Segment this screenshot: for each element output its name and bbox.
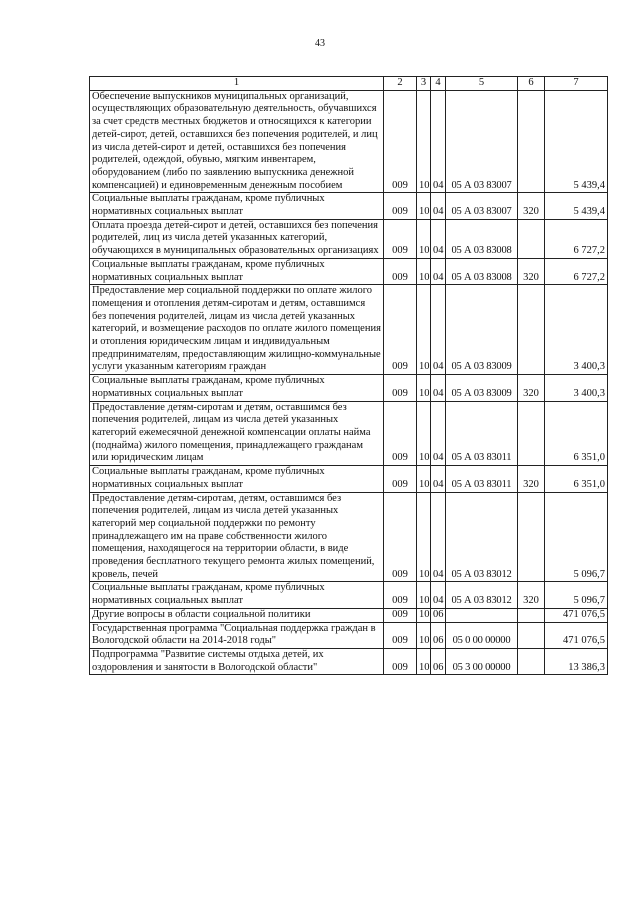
row-target-article: 05 3 00 00000 bbox=[446, 648, 518, 674]
row-expense-type bbox=[518, 401, 545, 466]
row-grbs-code: 009 bbox=[384, 258, 417, 284]
row-amount: 5 096,7 bbox=[545, 582, 608, 608]
header-col-2: 2 bbox=[384, 77, 417, 91]
header-col-7: 7 bbox=[545, 77, 608, 91]
row-description: Подпрограмма "Развитие системы отдыха детей, их оздоровления и занятости в Вологодской области" bbox=[90, 648, 384, 674]
row-expense-type: 320 bbox=[518, 375, 545, 401]
row-subsection-code: 04 bbox=[431, 492, 446, 582]
table-header-row bbox=[90, 77, 608, 91]
row-amount: 471 076,5 bbox=[545, 608, 608, 622]
table-row bbox=[90, 466, 608, 492]
row-expense-type: 320 bbox=[518, 193, 545, 219]
row-description: Социальные выплаты гражданам, кроме публичных нормативных социальных выплат bbox=[90, 258, 384, 284]
row-description: Социальные выплаты гражданам, кроме публичных нормативных социальных выплат bbox=[90, 582, 384, 608]
row-subsection-code: 04 bbox=[431, 193, 446, 219]
row-subsection-code: 04 bbox=[431, 401, 446, 466]
table-row bbox=[90, 648, 608, 674]
row-amount: 471 076,5 bbox=[545, 622, 608, 648]
row-subsection-code: 04 bbox=[431, 375, 446, 401]
row-grbs-code: 009 bbox=[384, 401, 417, 466]
row-target-article: 05 А 03 83012 bbox=[446, 492, 518, 582]
row-grbs-code: 009 bbox=[384, 375, 417, 401]
row-section-code: 10 bbox=[417, 492, 431, 582]
table-row bbox=[90, 582, 608, 608]
row-subsection-code: 06 bbox=[431, 622, 446, 648]
row-subsection-code: 04 bbox=[431, 466, 446, 492]
row-amount: 13 386,3 bbox=[545, 648, 608, 674]
row-expense-type bbox=[518, 622, 545, 648]
row-target-article: 05 А 03 83011 bbox=[446, 466, 518, 492]
row-section-code: 10 bbox=[417, 582, 431, 608]
table-row bbox=[90, 622, 608, 648]
row-amount: 3 400,3 bbox=[545, 375, 608, 401]
row-target-article: 05 А 03 83009 bbox=[446, 285, 518, 375]
table-row bbox=[90, 608, 608, 622]
table-row bbox=[90, 258, 608, 284]
header-col-1: 1 bbox=[90, 77, 384, 91]
row-section-code: 10 bbox=[417, 258, 431, 284]
row-description: Предоставление детям-сиротам, детям, оставшимся без попечения родителей, лицам из числа детей указанных категорий мер социальной поддержки по ремонту принадлежащего им на праве собственности жилого помещения, находящегося на территории области, в виде проведения бесплатного текущего ремонта жилых помещений, кровель, печей bbox=[90, 492, 384, 582]
header-col-5: 5 bbox=[446, 77, 518, 91]
row-amount: 5 096,7 bbox=[545, 492, 608, 582]
row-expense-type bbox=[518, 90, 545, 193]
row-grbs-code: 009 bbox=[384, 466, 417, 492]
row-grbs-code: 009 bbox=[384, 622, 417, 648]
page-number: 43 bbox=[315, 38, 325, 49]
row-amount: 6 727,2 bbox=[545, 219, 608, 258]
row-grbs-code: 009 bbox=[384, 648, 417, 674]
row-target-article: 05 А 03 83008 bbox=[446, 219, 518, 258]
row-description: Государственная программа "Социальная поддержка граждан в Вологодской области на 2014-2018 годы" bbox=[90, 622, 384, 648]
table-row bbox=[90, 492, 608, 582]
row-expense-type bbox=[518, 492, 545, 582]
row-expense-type bbox=[518, 219, 545, 258]
row-expense-type: 320 bbox=[518, 466, 545, 492]
row-grbs-code: 009 bbox=[384, 90, 417, 193]
row-amount: 6 351,0 bbox=[545, 401, 608, 466]
row-description: Социальные выплаты гражданам, кроме публичных нормативных социальных выплат bbox=[90, 375, 384, 401]
row-target-article: 05 А 03 83008 bbox=[446, 258, 518, 284]
row-section-code: 10 bbox=[417, 648, 431, 674]
row-target-article bbox=[446, 608, 518, 622]
row-grbs-code: 009 bbox=[384, 608, 417, 622]
row-section-code: 10 bbox=[417, 608, 431, 622]
row-subsection-code: 04 bbox=[431, 219, 446, 258]
row-section-code: 10 bbox=[417, 375, 431, 401]
row-subsection-code: 06 bbox=[431, 608, 446, 622]
row-target-article: 05 А 03 83007 bbox=[446, 90, 518, 193]
row-target-article: 05 А 03 83011 bbox=[446, 401, 518, 466]
budget-table bbox=[89, 76, 608, 675]
row-section-code: 10 bbox=[417, 90, 431, 193]
row-expense-type: 320 bbox=[518, 582, 545, 608]
row-amount: 6 727,2 bbox=[545, 258, 608, 284]
table-row bbox=[90, 219, 608, 258]
row-section-code: 10 bbox=[417, 622, 431, 648]
row-expense-type bbox=[518, 648, 545, 674]
row-target-article: 05 0 00 00000 bbox=[446, 622, 518, 648]
row-description: Предоставление мер социальной поддержки по оплате жилого помещения и отопления детям-сиротам и детям, оставшимся без попечения родителей, лицам из числа детей указанных категорий, и возмещение расходов по оплате жилого помещения и отопления юридическим лицам и индивидуальным предпринимателям, предоставляющим жилищно-коммунальные услуги указанным категориям граждан bbox=[90, 285, 384, 375]
row-description: Социальные выплаты гражданам, кроме публичных нормативных социальных выплат bbox=[90, 193, 384, 219]
row-grbs-code: 009 bbox=[384, 219, 417, 258]
row-description: Оплата проезда детей-сирот и детей, оставшихся без попечения родителей, лиц из числа детей указанных категорий, обучающихся в муниципальных образовательных организациях bbox=[90, 219, 384, 258]
table-row bbox=[90, 193, 608, 219]
header-col-4: 4 bbox=[431, 77, 446, 91]
row-description: Другие вопросы в области социальной политики bbox=[90, 608, 384, 622]
row-subsection-code: 04 bbox=[431, 258, 446, 284]
row-amount: 6 351,0 bbox=[545, 466, 608, 492]
row-amount: 5 439,4 bbox=[545, 90, 608, 193]
row-expense-type: 320 bbox=[518, 258, 545, 284]
row-grbs-code: 009 bbox=[384, 285, 417, 375]
row-description: Социальные выплаты гражданам, кроме публичных нормативных социальных выплат bbox=[90, 466, 384, 492]
row-subsection-code: 04 bbox=[431, 582, 446, 608]
table-row bbox=[90, 285, 608, 375]
row-expense-type bbox=[518, 608, 545, 622]
row-section-code: 10 bbox=[417, 466, 431, 492]
row-description: Предоставление детям-сиротам и детям, оставшимся без попечения родителей, лицам из числа детей указанных категорий ежемесячной денежной компенсации оплаты найма (поднайма) жилого помещения, принадлежащего гражданам или юридическим лицам bbox=[90, 401, 384, 466]
row-target-article: 05 А 03 83009 bbox=[446, 375, 518, 401]
row-subsection-code: 04 bbox=[431, 90, 446, 193]
table-row bbox=[90, 90, 608, 193]
header-col-6: 6 bbox=[518, 77, 545, 91]
row-target-article: 05 А 03 83012 bbox=[446, 582, 518, 608]
row-subsection-code: 06 bbox=[431, 648, 446, 674]
row-grbs-code: 009 bbox=[384, 492, 417, 582]
table-body bbox=[90, 90, 608, 675]
row-target-article: 05 А 03 83007 bbox=[446, 193, 518, 219]
row-description: Обеспечение выпускников муниципальных организаций, осуществляющих образовательную деятельность, обучавшихся за счет средств местных бюджетов и относящихся к категории детей-сирот, детей, оставшихся без попечения родителей, и лиц из числа детей-сирот и детей, оставшихся без попечения родителей, одеждой, обувью, мягким инвентарем, оборудованием (либо по заявлению выпускника денежной компенсацией) и единовременным денежным пособием bbox=[90, 90, 384, 193]
row-amount: 5 439,4 bbox=[545, 193, 608, 219]
table-row bbox=[90, 375, 608, 401]
row-grbs-code: 009 bbox=[384, 582, 417, 608]
row-expense-type bbox=[518, 285, 545, 375]
row-section-code: 10 bbox=[417, 285, 431, 375]
table-row bbox=[90, 401, 608, 466]
row-amount: 3 400,3 bbox=[545, 285, 608, 375]
row-section-code: 10 bbox=[417, 193, 431, 219]
row-subsection-code: 04 bbox=[431, 285, 446, 375]
row-grbs-code: 009 bbox=[384, 193, 417, 219]
header-col-3: 3 bbox=[417, 77, 431, 91]
row-section-code: 10 bbox=[417, 401, 431, 466]
row-section-code: 10 bbox=[417, 219, 431, 258]
